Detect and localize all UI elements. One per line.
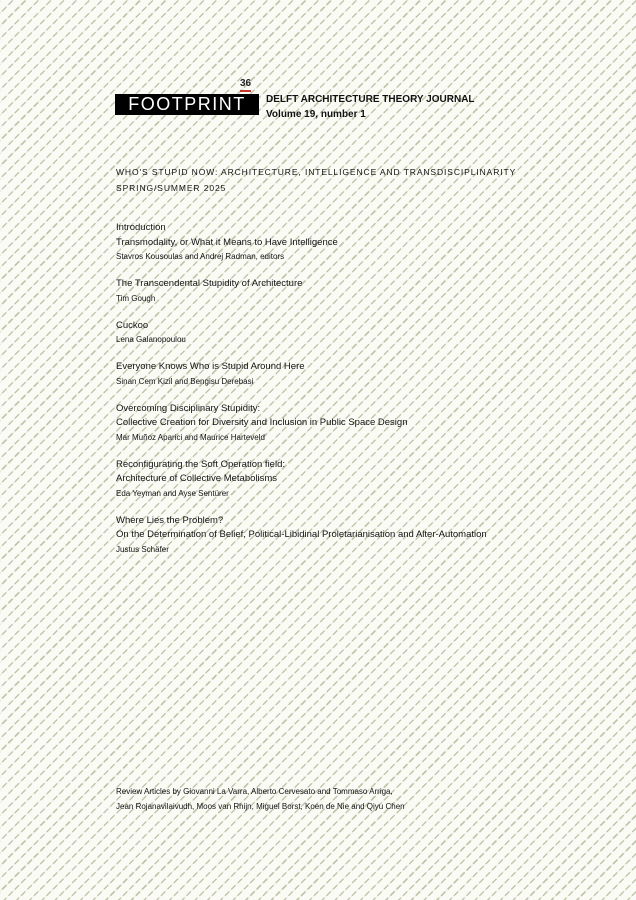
- review-articles: [116, 784, 405, 814]
- toc-entry: [116, 402, 556, 445]
- toc-title-line: Cuckoo: [116, 319, 149, 331]
- toc-authors: Justus Schäfer: [116, 544, 169, 554]
- toc-entry: [116, 319, 556, 348]
- issue-title: WHO'S STUPID NOW: ARCHITECTURE, INTELLIGENCE AND TRANSDISCIPLINARITY: [116, 167, 517, 177]
- toc-title-line: Everyone Knows Who is Stupid Around Here: [116, 361, 305, 372]
- toc-title-line: Transmodality, or What it Means to Have Intelligence: [116, 236, 338, 248]
- toc-authors: Eda Yeyman and Ayse Sentürer: [116, 488, 229, 498]
- toc-title-line: Introduction: [116, 222, 166, 233]
- issue-season: SPRING/SUMMER 2025: [116, 183, 227, 193]
- journal-info: [266, 92, 475, 122]
- toc-title-line: Where Lies the Problem?: [116, 514, 224, 526]
- toc-title-line: Collective Creation for Diversity and Inclusion in Public Space Design: [116, 417, 408, 428]
- toc-title-line: On the Determination of Belief, Political-Libidinal Proletarianisation and Alter-Automation: [116, 529, 487, 540]
- toc-authors: Sinan Cem Kizil and Bengisu Derebasi: [116, 376, 254, 386]
- toc-entry: [116, 360, 556, 389]
- footprint-logo: FOOTPRINT: [115, 94, 259, 115]
- review-line: Jean Rojanavilaivudh, Moos van Rhijn, Miguel Borst, Koen de Nie and Qiyu Chen: [116, 802, 405, 811]
- toc-title-line: Architecture of Collective Metabolisms: [116, 473, 278, 484]
- toc-authors: Tim Gough: [116, 293, 156, 303]
- journal-name: DELFT ARCHITECTURE THEORY JOURNAL: [266, 94, 475, 105]
- toc-entry: [116, 514, 556, 557]
- issue-number: 36: [240, 78, 251, 92]
- toc-title-line: Reconfigurating the Soft Operation field:: [116, 458, 285, 470]
- toc-title-line: Overcoming Disciplinary Stupidity:: [116, 402, 261, 414]
- toc-title-line: The Transcendental Stupidity of Architecture: [116, 278, 303, 289]
- toc-entry: [116, 277, 556, 306]
- issue-heading: [116, 164, 516, 196]
- toc-entry: [116, 221, 556, 264]
- toc-authors: Stavros Kousoulas and Andrej Radman, editors: [116, 252, 285, 261]
- review-line: Review Articles by Giovanni La Varra, Alberto Cervesato and Tommaso Arriga,: [116, 787, 393, 796]
- volume-label: Volume 19, number 1: [266, 109, 366, 120]
- toc-authors: Lena Galanopoulou: [116, 335, 186, 344]
- table-of-contents: [116, 221, 556, 570]
- toc-authors: Mar Muñoz Aparici and Maurice Harteveld: [116, 432, 265, 442]
- toc-entry: [116, 458, 556, 501]
